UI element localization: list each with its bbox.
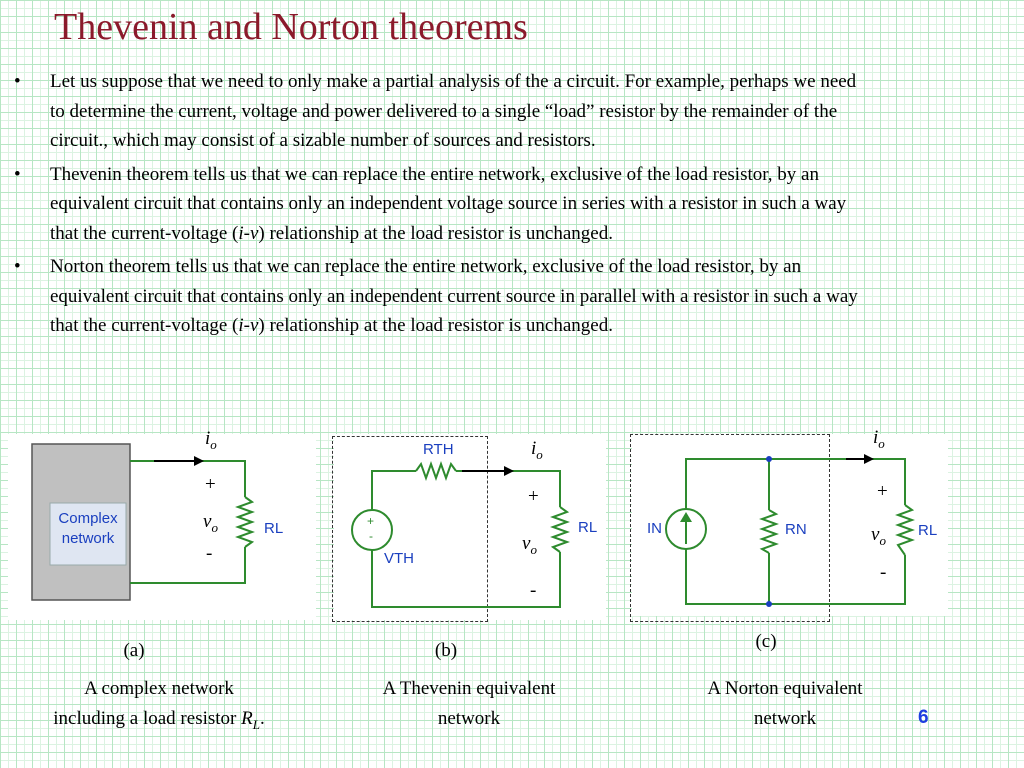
figure-a-voltage-label: $v_o$	[203, 511, 218, 535]
bullet-text-start: Thevenin theorem tells us that we can replace the entire network, exclusive of the load resistor, by an equivalent circuit that contains only an independent voltage source in series with a resistor in such a way that the current-voltage (	[50, 163, 847, 244]
figure-c-arrow-head	[864, 454, 874, 464]
figure-c-plus: +	[877, 481, 888, 502]
caption-line2: network	[437, 708, 501, 729]
figure-c-outer-wire	[686, 459, 905, 509]
caption-line2: including a load resistor $R_L$.	[53, 708, 265, 732]
bullet-text-end: ) relationship at the load resistor is unchanged.	[258, 222, 613, 244]
figure-c-rl-label: RL	[918, 522, 938, 539]
bullet-marker: •	[14, 163, 21, 185]
figure-a-plus: +	[205, 474, 216, 495]
figure-a-arrow-head	[194, 456, 204, 466]
bullet-marker: •	[14, 71, 21, 92]
figure-c-current-label: $i_o$	[873, 427, 885, 451]
figure-b-rth-label: RTH	[423, 441, 454, 458]
slide-title: Thevenin and Norton theorems	[54, 6, 528, 48]
figure-a-minus: -	[206, 543, 213, 564]
figure-a-caption	[0, 674, 318, 740]
bullet-italic-term: i-v	[238, 315, 259, 336]
figure-a-bottom-wire	[130, 547, 245, 583]
caption-line2: network	[753, 708, 817, 729]
figure-b-rth-resistor	[416, 464, 456, 478]
bullet-marker: •	[14, 256, 21, 277]
network-label-line1: Complex	[58, 510, 118, 527]
bullet-text-end: ) relationship at the load resistor is unchanged.	[258, 315, 613, 336]
figure-a-current-label: $i_o$	[205, 428, 217, 452]
figure-c-rn-resistor	[762, 510, 776, 553]
network-label-line2: network	[61, 530, 115, 547]
caption-line1: A Norton equivalent	[707, 678, 863, 699]
figure-c-bottom-wire	[686, 549, 905, 604]
figure-b-left-wire	[372, 471, 416, 510]
figure-c-tag: (c)	[755, 631, 777, 652]
figure-b-rl-resistor	[553, 507, 567, 552]
figure-b-current-label: $i_o$	[531, 438, 543, 462]
figure-b-tag: (b)	[434, 640, 458, 661]
figure-c-in-label: IN	[647, 520, 662, 537]
figure-a-rl-resistor	[238, 497, 252, 547]
figure-b-plus: +	[528, 486, 539, 507]
figure-b-minus: -	[530, 580, 537, 601]
figure-c-bottom-node	[766, 601, 772, 607]
figure-b-voltage-label: $v_o$	[522, 533, 537, 557]
page-number: 6	[918, 707, 929, 728]
figure-c-voltage-label: $v_o$	[871, 524, 886, 548]
figure-c-rn-label: RN	[785, 521, 807, 538]
figure-b-rl-label: RL	[578, 519, 598, 536]
bullet-italic-term: i-v	[238, 222, 259, 244]
figure-b-top-wire	[456, 471, 560, 507]
figure-b-caption	[334, 674, 604, 734]
figure-c-caption	[654, 674, 916, 734]
figure-b-arrow-head	[504, 466, 514, 476]
figure-a-tag: (a)	[123, 640, 145, 661]
figure-c-source-arrow-head	[680, 512, 692, 522]
figure-a-top-wire	[130, 461, 245, 497]
figure-a-network-label	[50, 509, 126, 549]
figure-c-rl-resistor	[898, 505, 912, 555]
figure-a-rl-label: RL	[264, 520, 284, 537]
figure-b-source-plus: +	[367, 514, 375, 528]
bullet-text-start: Norton theorem tells us that we can replace the entire network, exclusive of the load resistor, by an equivalent circuit that contains only an independent current source in parallel with a resistor in such a way that the current-voltage (	[50, 256, 858, 336]
bullet-text: Let us suppose that we need to only make a partial analysis of the a circuit. For example, perhaps we need to determine the current, voltage and power delivered to a single “load” resistor by the remainder of the circuit., which may consist of a sizable number of sources and resistors.	[50, 71, 857, 151]
caption-line1: A complex network	[84, 678, 234, 699]
figure-c-minus: -	[880, 562, 887, 583]
figure-c-top-node	[766, 456, 772, 462]
figure-b-vth-label: VTH	[384, 550, 414, 567]
figure-b-source-minus: -	[369, 529, 373, 543]
caption-line1: A Thevenin equivalent	[382, 678, 556, 699]
